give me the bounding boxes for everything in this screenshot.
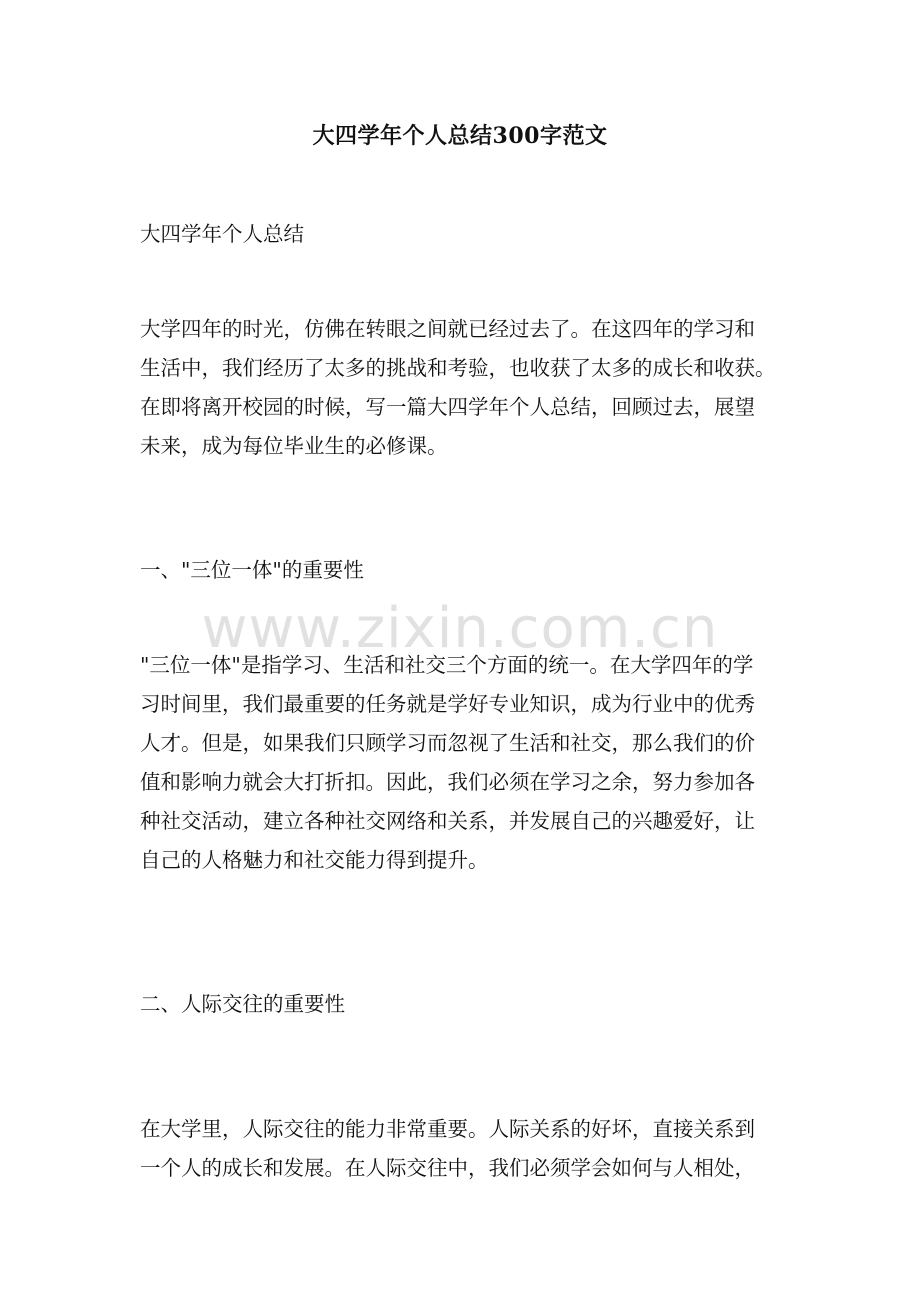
paragraph-line: 自己的人格魅力和社交能力得到提升。	[140, 848, 489, 872]
section1-heading: 一、"三位一体"的重要性	[140, 558, 364, 582]
paragraph-line: 一个人的成长和发展。在人际交往中，我们必须学会如何与人相处，	[140, 1156, 755, 1180]
intro-paragraph	[140, 310, 785, 466]
paragraph-line: 在即将离开校园的时候，写一篇大四学年个人总结，回顾过去，展望	[140, 395, 755, 419]
paragraph-line: 人才。但是，如果我们只顾学习而忽视了生活和社交，那么我们的价	[140, 731, 755, 755]
section2-heading: 二、人际交往的重要性	[140, 992, 345, 1016]
paragraph-line: 在大学里，人际交往的能力非常重要。人际关系的好坏，直接关系到	[140, 1117, 755, 1141]
watermark-text: www.zixin.com.cn	[201, 596, 719, 661]
paragraph-line: 大学四年的时光，仿佛在转眼之间就已经过去了。在这四年的学习和	[140, 317, 755, 341]
paragraph-line: 未来，成为每位毕业生的必修课。	[140, 434, 448, 458]
section1-paragraph	[140, 646, 785, 880]
paragraph-line: "三位一体"是指学习、生活和社交三个方面的统一。在大学四年的学	[140, 653, 754, 677]
section2-paragraph	[140, 1110, 785, 1188]
paragraph-line: 习时间里，我们最重要的任务就是学好专业知识，成为行业中的优秀	[140, 692, 755, 716]
document-title: 大四学年个人总结300字范文	[312, 123, 608, 149]
document-subtitle: 大四学年个人总结	[140, 222, 304, 246]
paragraph-line: 种社交活动，建立各种社交网络和关系，并发展自己的兴趣爱好，让	[140, 809, 755, 833]
paragraph-line: 生活中，我们经历了太多的挑战和考验，也收获了太多的成长和收获。	[140, 356, 776, 380]
paragraph-line: 值和影响力就会大打折扣。因此，我们必须在学习之余，努力参加各	[140, 770, 755, 794]
